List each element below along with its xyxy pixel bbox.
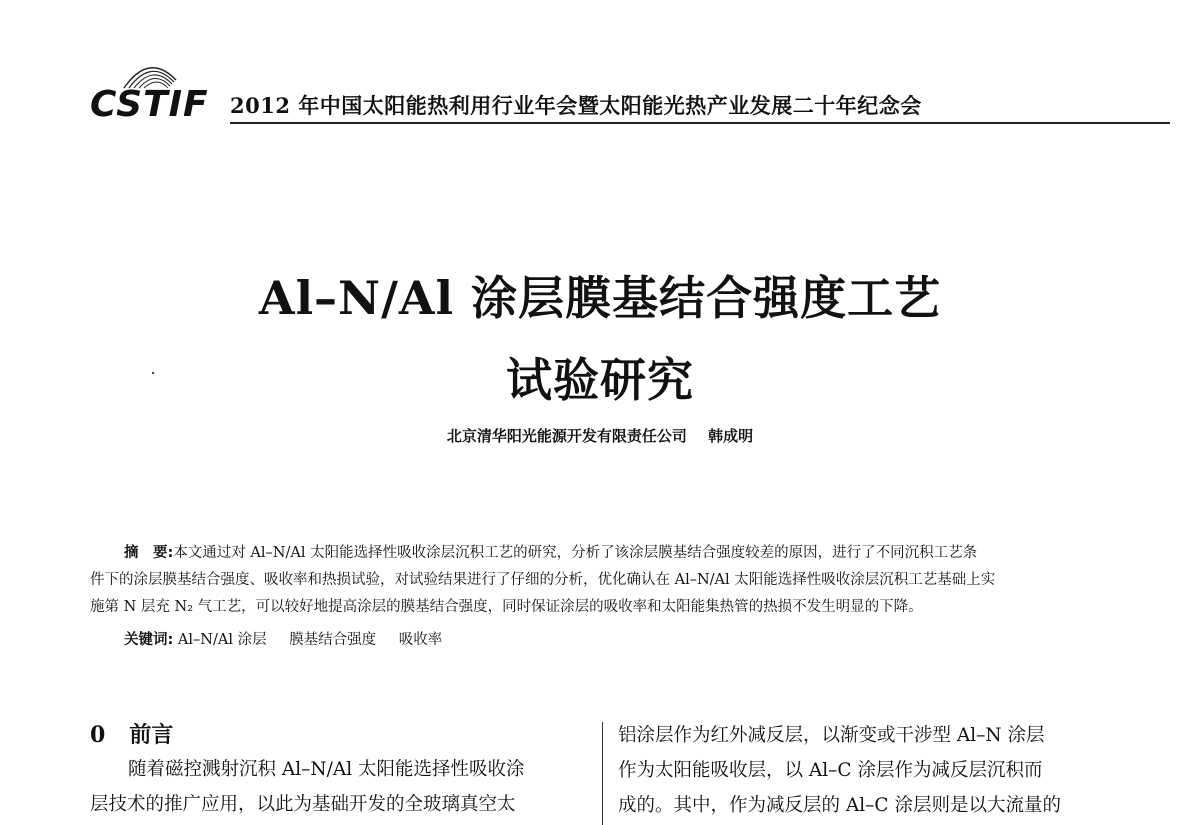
keyword: 膜基结合强度 [289,632,377,648]
right-column [618,718,1130,823]
logo-text: CSTIF [90,84,209,125]
keyword: Al–N/Al 涂层 [177,632,267,648]
keyword: 吸收率 [398,632,443,648]
scan-speck [152,372,154,374]
body-line: 随着磁控溅射沉积 Al–N/Al 太阳能选择性吸收涂 [128,759,525,780]
keywords [124,628,460,649]
keywords-label: 关键词: [124,632,174,648]
section-title: 前言 [129,722,174,748]
paper-title-line1: Al–N/Al 涂层膜基结合强度工艺 [258,271,942,325]
author: 韩成明 [708,427,754,445]
page-header [90,50,1170,130]
paper-title-line2: 试验研究 [506,353,694,407]
section-heading [90,718,590,752]
abstract [90,540,1130,621]
byline [0,425,1200,446]
abstract-text: 本文通过对 Al–N/Al 太阳能选择性吸收涂层沉积工艺的研究，分析了该涂层膜基结合强度较差的原因，进行了不同沉积工艺条 [173,545,978,561]
body-line: 作为太阳能吸收层，以 Al–C 涂层作为减反层沉积而 [618,760,1043,781]
cstif-logo [90,50,220,126]
left-column [90,718,590,822]
body-line: 成的。其中，作为减反层的 Al–C 涂层则是以大流量的 [618,795,1061,816]
conference-title: 2012 年中国太阳能热利用行业年会暨太阳能光热产业发展二十年纪念会 [230,93,922,118]
abstract-line: 施第 N 层充 N₂ 气工艺，可以较好地提高涂层的膜基结合强度，同时保证涂层的吸收率和太阳能集热管的热损不发生明显的下降。 [90,599,923,615]
abstract-line: 件下的涂层膜基结合强度、吸收率和热损试验，对试验结果进行了仔细的分析，优化确认在 Al–N/Al 太阳能选择性吸收涂层沉积工艺基础上实 [90,572,996,588]
column-divider [602,722,603,825]
header-rule [230,122,1170,124]
section-number: 0 [90,722,106,748]
abstract-label: 摘 要: [124,545,174,561]
abstract-line [90,540,1130,567]
body-line: 铝涂层作为红外减反层，以渐变或干涉型 Al–N 涂层 [618,725,1045,746]
body-line: 层技术的推广应用，以此为基础开发的全玻璃真空太 [90,794,516,815]
affiliation: 北京清华阳光能源开发有限责任公司 [446,427,687,445]
